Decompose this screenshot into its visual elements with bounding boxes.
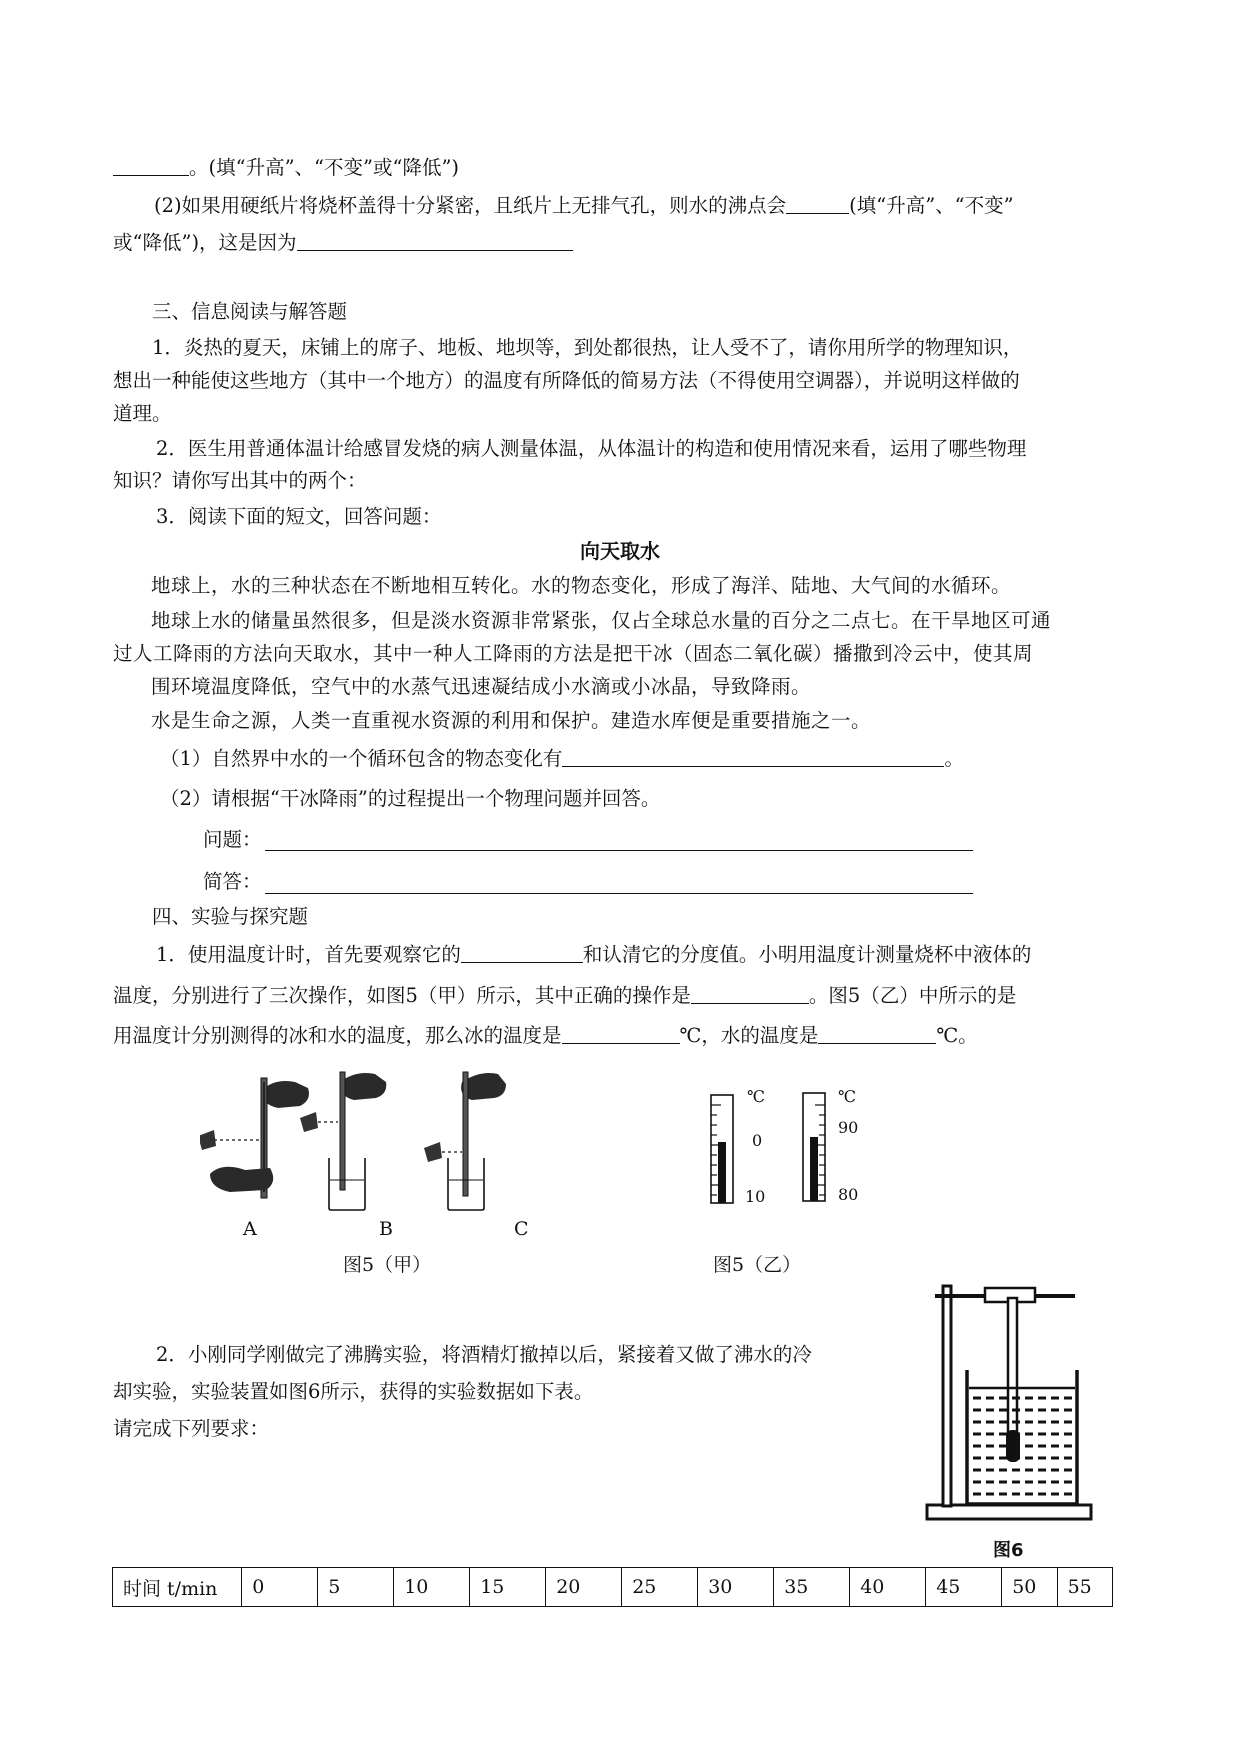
answer-label: 简答：: [203, 870, 262, 893]
exp1-line-b: 温度，分别进行了三次操作，如图5（甲）所示，其中正确的操作是 。图5（乙）中所示的是: [113, 984, 1017, 1007]
table-cell: 0: [242, 1568, 318, 1607]
table-cell: 10: [394, 1568, 470, 1607]
table-cell: 35: [774, 1568, 850, 1607]
blank-1[interactable]: [113, 174, 189, 176]
essay-p2-b: 过人工降雨的方法向天取水，其中一种人工降雨的方法是把干冰（固态二氧化碳）播撒到冷云中，使其周: [113, 642, 1034, 665]
section-3-heading: 三、信息阅读与解答题: [152, 300, 348, 323]
blank-water-temp[interactable]: [818, 1042, 936, 1044]
label-c: C: [514, 1218, 529, 1240]
q2-line-b: 知识？请你写出其中的两个：: [113, 469, 367, 492]
essay-title: 向天取水: [580, 539, 660, 563]
exp2-line-a: 2．小刚同学刚做完了沸腾实验，将酒精灯撤掉以后，紧接着又做了沸水的冷: [156, 1343, 812, 1366]
q1-line-b: 想出一种能使这些地方（其中一个地方）的温度有所降低的简易方法（不得使用空调器），并说明这样做的: [113, 369, 1020, 392]
cooling-data-table: [112, 1567, 1113, 1607]
ice-unit: ℃: [747, 1087, 765, 1106]
essay-p2-c: 围环境温度降低，空气中的水蒸气迅速凝结成小水滴或小冰晶，导致降雨。: [151, 675, 812, 698]
label-a: A: [243, 1218, 257, 1240]
table-cell: 45: [926, 1568, 1002, 1607]
table-cell: 5: [318, 1568, 394, 1607]
table-cell: 15: [470, 1568, 546, 1607]
q1-line-a: 1．炎热的夏天，床铺上的席子、地板、地坝等，到处都很热，让人受不了，请你用所学的物理知识，: [152, 336, 1023, 359]
figure-5-jia: [200, 1070, 570, 1240]
sub-q2: （2）请根据“干冰降雨”的过程提出一个物理问题并回答。: [160, 787, 661, 810]
caption-fig6: 图6: [993, 1540, 1024, 1561]
water-thermometer: [803, 1093, 825, 1201]
line-3: 或“降低”)，这是因为: [113, 233, 573, 253]
exp2-line-b: 却实验，实验装置如图6所示，获得的实验数据如下表。: [113, 1380, 594, 1403]
water-unit: ℃: [838, 1087, 856, 1106]
ask-answer-line[interactable]: [265, 850, 973, 851]
table-cell: 30: [698, 1568, 774, 1607]
table-cell: 50: [1002, 1568, 1057, 1607]
operation-a-drawing: [200, 1078, 309, 1198]
essay-p3: 水是生命之源，人类一直重视水资源的利用和保护。建造水库便是重要措施之一。: [151, 709, 872, 732]
operation-b-drawing: [300, 1072, 386, 1210]
sub-q1: （1）自然界中水的一个循环包含的物态变化有 。: [160, 747, 964, 770]
figure-6-apparatus: [915, 1280, 1105, 1530]
ask-label: 问题：: [203, 828, 262, 851]
essay-p1: 地球上，水的三种状态在不断地相互转化。水的物态变化，形成了海洋、陆地、大气间的水循环。: [151, 574, 1012, 597]
water-tick-90: 90: [838, 1118, 859, 1137]
answer-line[interactable]: [265, 893, 973, 894]
blank-3[interactable]: [297, 249, 573, 251]
table-cell: 55: [1057, 1568, 1112, 1607]
essay-p2-a: 地球上水的储量虽然很多，但是淡水资源非常紧张，仅占全球总水量的百分之二点七。在干旱地区可通: [151, 609, 1052, 632]
water-tick-80: 80: [838, 1185, 859, 1204]
blank-ice-temp[interactable]: [562, 1042, 680, 1044]
label-b: B: [379, 1218, 393, 1240]
ice-tick-10: 10: [745, 1187, 766, 1206]
section-4-heading: 四、实验与探究题: [152, 905, 309, 928]
table-cell: 25: [622, 1568, 698, 1607]
caption-fig5-jia: 图5（甲）: [343, 1254, 432, 1276]
table-header-time: 时间 t/min: [113, 1568, 242, 1607]
operation-c-drawing: [424, 1072, 506, 1210]
ice-thermometer: [711, 1095, 733, 1203]
line-2: (2)如果用硬纸片将烧杯盖得十分紧密，且纸片上无排气孔，则水的沸点会 (填“升高”、“不变”: [154, 194, 1014, 217]
line-1: 。(填“升高”、“不变”或“降低”): [113, 158, 459, 178]
table-cell: 40: [850, 1568, 926, 1607]
exp1-line-a: 1．使用温度计时，首先要观察它的 和认清它的分度值。小明用温度计测量烧杯中液体的: [156, 943, 1032, 966]
table-cell: 20: [546, 1568, 622, 1607]
table-row: [113, 1568, 1113, 1607]
q1-line-c: 道理。: [113, 402, 172, 425]
caption-fig5-yi: 图5（乙）: [713, 1254, 802, 1276]
exp2-line-c: 请完成下列要求：: [113, 1417, 270, 1440]
q2-line-a: 2．医生用普通体温计给感冒发烧的病人测量体温，从体温计的构造和使用情况来看，运用了哪些物理: [156, 437, 1027, 460]
blank-range[interactable]: [461, 961, 583, 963]
ice-tick-0: 0: [752, 1131, 763, 1150]
q3-line: 3．阅读下面的短文，回答问题：: [156, 505, 442, 528]
exp1-line-c: 用温度计分别测得的冰和水的温度，那么冰的温度是 ℃，水的温度是 ℃。: [113, 1024, 978, 1047]
blank-2[interactable]: [786, 212, 849, 214]
blank-correct-op[interactable]: [691, 1002, 809, 1004]
blank-state-changes[interactable]: [562, 765, 944, 767]
